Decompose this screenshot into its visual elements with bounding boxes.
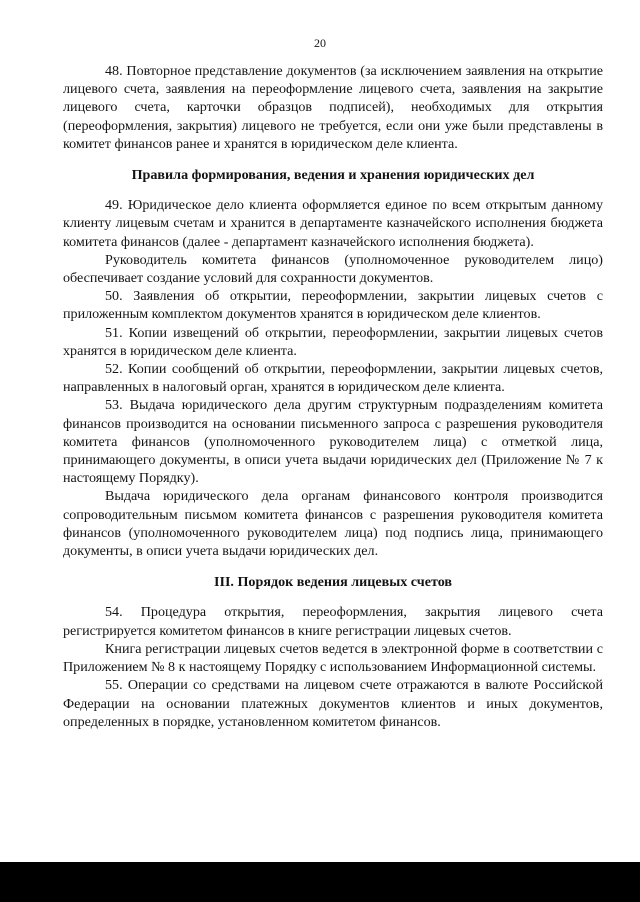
document-body [63,62,603,731]
paragraph-52: 52. Копии сообщений об открытии, переоформлении, закрытии лицевых счетов, направленных в налоговый орган, хранятся в юридическом деле клиента. [63,361,603,396]
page-number: 20 [314,36,326,50]
paragraph-53: 53. Выдача юридического дела другим структурным подразделениям комитета финансов производится на основании письменного запроса с разрешения руководителя комитета финансов (уполномоченного руководителем лица) с отметкой лица, принимающего документы, в описи учета выдачи юридических дел (Приложение № 7 к настоящему Порядку). [63,397,603,487]
paragraph-53-continued: Выдача юридического дела органам финансового контроля производится сопроводительным письмом комитета финансов с разрешения руководителя комитета финансов (уполномоченного руководителем лица) под подпись лица, принимающего документы, в описи учета выдачи юридических дел. [63,488,603,560]
scan-bottom-border [0,862,640,902]
paragraph-54-continued: Книга регистрации лицевых счетов ведется в электронной форме в соответствии с Приложением № 8 к настоящему Порядку с использованием Информационной системы. [63,640,603,676]
paragraph-49: 49. Юридическое дело клиента оформляется единое по всем открытым данному клиенту лицевым счетам и хранится в департаменте казначейского исполнения бюджета комитета финансов (далее - департамент казначейского исполнения бюджета). [63,197,603,250]
paragraph-48: 48. Повторное представление документов (за исключением заявления на открытие лицевого счета, заявления на переоформление лицевого счета, заявления на закрытие лицевого счета, карточки образцов подписей), необходимых для открытия (переоформления, закрытия) лицевого не требуется, если они уже были представлены в комитет финансов ранее и хранятся в юридическом деле клиента. [63,63,603,152]
section-heading-legal-files: Правила формирования, ведения и хранения юридических дел [131,167,535,184]
paragraph-54: 54. Процедура открытия, переоформления, закрытия лицевого счета регистрируется комитетом финансов в книге регистрации лицевых счетов. [63,604,603,639]
paragraph-50: 50. Заявления об открытии, переоформлении, закрытии лицевых счетов с приложенным комплектом документов хранятся в юридическом деле клиентов. [63,288,603,323]
paragraph-55: 55. Операции со средствами на лицевом счете отражаются в валюте Российской Федерации на основании платежных документов клиентов и иных документов, определенных в порядке, установленном комитетом финансов. [63,677,603,730]
paragraph-49-continued: Руководитель комитета финансов (уполномоченное руководителем лицо) обеспечивает создание условий для сохранности документов. [63,251,603,287]
section-heading-account-procedure: III. Порядок ведения лицевых счетов [213,574,453,591]
paragraph-51: 51. Копии извещений об открытии, переоформлении, закрытии лицевых счетов хранятся в юридическом деле клиента. [63,324,603,359]
